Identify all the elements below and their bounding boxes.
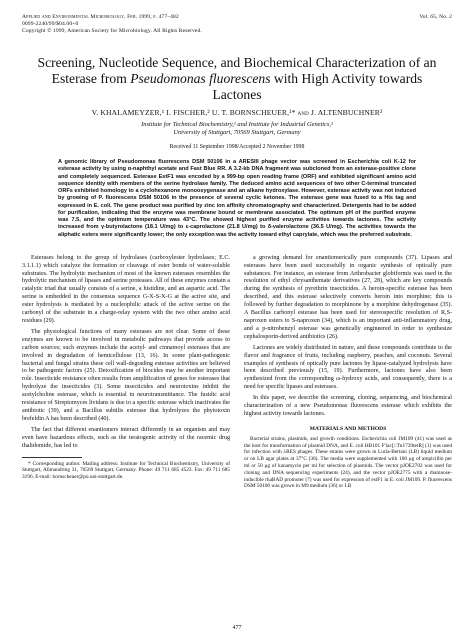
running-header xyxy=(22,14,452,35)
journal-citation: Applied and Environmental Microbiology, Feb. 1999, p. 477–482 xyxy=(22,14,179,20)
right-column xyxy=(244,255,452,490)
intro-paragraph: a growing demand for enantiomerically pure compounds (37). Lipases and esterases have been used successfully in organic synthesis of optically pure substances. For instance, an esterase from Arthrobacter globiformis was used in the resolution of ethyl chrysanthemate derivatives (27, 28), which are key compounds during the synthesis of pyrethrin insecticides. A heroin-specific esterase has been described, and this esterase selectively converts heroin into morphine; this is followed by further degradation to morphinone by a morphine dehydrogenase (35). A Bacillus carbonyl esterase has been used for stereospecific resolution of R,S-naproxen esters to S-naproxen (34), which is an important anti-inflammatory drug, and a p-nitrobenzyl esterase was genetically engineered in order to synthesize cephalosporin-derived antibiotics (26). xyxy=(244,254,452,340)
methods-paragraph: Bacterial strains, plasmids, and growth conditions. Escherichia coli JM109 (41) was used as the host for transformation of plasmid DNA, and E. coli HB101 F′lac[::Tn1739tetR] (1) was used for infection with λRES phages. These strains were grown in Luria-Bertani (LB) liquid medium or on LB agar plates at 37°C (36). The media were supplemented with 100 μg of ampicillin per ml or 50 μg of kanamycin per ml for selection of plasmids. The vector pJOE2702 was used for cloning and DNA sequencing experiments (24), and the vector pJOE2775 with a rhamnose-inducible rhaBAD promoter (7) was used for expression of estF1 in E. coli JM109. P. fluorescens DSM 50106 was grown in M9 medium (36) or LB xyxy=(244,435,452,490)
title-species: Pseudomonas fluorescens xyxy=(130,71,271,86)
corresponding-author-footnote: * Corresponding author. Mailing address: Institute for Technical Biochemistry, University of Stuttgart, Allmandring 31, 70569 Stuttgart, Germany. Phone: 49 711 685 4523. Fax: 49 711 685 3196. E-mail: bornscheuer@po.uni-stuttgart.de. xyxy=(22,460,230,481)
footnote-rule xyxy=(22,457,82,458)
body-columns xyxy=(22,255,452,490)
section-heading: MATERIALS AND METHODS xyxy=(309,425,387,432)
intro-paragraph: Lactones are widely distributed in nature, and these compounds contribute to the flavor and fragrance of fruits, including raspberry, peaches, and coconuts. Several examples of synthesis of optically pure lactones by lipase-catalyzed hydrolysis have been described previously (15, 19). Furthermore, lactones have also been synthesized from the corresponding ω-hydroxy acids, and consequently, there is a need for specific lipases and esterases. xyxy=(244,344,452,391)
affiliation-line-2: University of Stuttgart, 70569 Stuttgart, Germany xyxy=(173,129,301,136)
paper-title xyxy=(22,55,452,103)
title-part-1: Screening, Nucleotide Sequence, and Biochemical Characterization of an Esterase from xyxy=(37,55,437,86)
copyright-notice: Copyright © 1999, American Society for Microbiology. All Rights Reserved. xyxy=(22,28,202,34)
page-number: 477 xyxy=(232,625,242,631)
header-left xyxy=(22,14,202,35)
intro-paragraph: The physiological functions of many esterases are not clear. Some of these enzymes are known to be involved in metabolic pathways that provide access to carbon sources; such enzymes include the acetyl- and cinnamoyl esterases that are involved in degradation of hemicellulose (13, 16). In some plant-pathogenic bacterial and fungal strains these cell wall-degrading esterase activities are believed to be pathogenic factors (25). Detoxification of biocides may be another important role. Insecticide resistance often results from amplification of genes for esterases that hydrolyze the insecticides (3). Some insecticides and neurotoxins inhibit the acetylcholine esterase, which is essential in neurotransmittance. The fusidic acid resistance of Streptomyces lividans is due to a specific esterase which inactivates the antibiotic (39), and a Bacillus subtilis esterase that hydrolyzes the phytotoxin brefeldin A has been described (40). xyxy=(22,328,230,422)
received-dates: Received 11 September 1998/Accepted 2 November 1998 xyxy=(169,144,305,150)
volume-info: Vol. 65, No. 2 xyxy=(419,14,452,20)
left-column xyxy=(22,255,230,490)
abstract: A genomic library of Pseudomonas fluorescens DSM 50106 in a ARESIII phage vector was screened in Escherichia coli K-12 for esterase activity by using α-naphthyl acetate and Fast Blue RR. A 3.2-kb DNA fragment was subcloned from an esterase-positive clone and completely sequenced. Esterase EstF1 was encoded by a 999-bp open reading frame (ORF) and exhibited significant amino acid sequence identity with members of the serine hydrolase family. The deduced amino acid sequences of two other C-terminal truncated ORFs exhibited homology to a cyclohexanone monooxygenase and an alkane hydroxylase. However, esterase activity was not induced by growing of P. fluorescens DSM 50106 in the presence of several cyclic ketones. The esterase gene was fused to a His tag and expressed in E. coli. The gene product was purified by zinc ion affinity chromatography and characterized. Detergents had to be added for purification, indicating that the enzyme was membrane bound or membrane associated. The optimum pH of the purified enzyme was 7.5, and the optimum temperature was 43°C. The showed highest purified enzyme activities towards lactones. The activity increased from γ-butyrolactone (18.1 U/mg) to ε-caprolactone (21.8 U/mg) to δ-valerolactone (36.5 U/mg). The activities towards the aliphatic esters were significantly lower; the only exception was the activity toward ethyl caprylate, which was the preferred substrate. xyxy=(58,159,416,238)
intro-paragraph: Esterases belong to the group of hydrolases (carboxylester hydrolases; E.C. 3.1.1.1) which catalyze the formation or cleavage of ester bonds of water-soluble substrates. The hydrolytic mechanism of most of the known esterases resembles the hydrolytic mechanism of lipases and serine proteases. All of these enzymes contain a catalytic triad that usually consists of a serine, a histidine, and an aspartic acid. The serine is embedded in the consensus sequence G-X-S-X-G at the active site, and ester hydrolysis is mediated by a nucleophilic attack of the active serine on the carbonyl of the substrate in a charge-relay system with the two other amino acid residues (29). xyxy=(22,254,230,324)
issn: 0099-2240/99/$04.00+0 xyxy=(22,21,79,27)
affiliations xyxy=(22,121,452,137)
intro-paragraph: The fact that different enantiomers interact differently in an organism and may even have hazardous effects, such as the teratogenic activity of the racemic drug thalidomide, has led to xyxy=(22,426,230,449)
affiliation-line-1: Institute for Technical Biochemistry,¹ and Institute for Industrial Genetics,² xyxy=(141,121,333,128)
author-list: V. KHALAMEYZER,¹ I. FISCHER,² U. T. BORNSCHEUER,¹* and J. ALTENBUCHNER² xyxy=(91,108,383,117)
intro-paragraph: In this paper, we describe the screening, cloning, sequencing, and biochemical characterization of a new Pseudomonas fluorescens esterase which exhibits the highest activity towards lactones. xyxy=(244,395,452,417)
title-part-2: with High Activity towards Lactones xyxy=(212,71,423,102)
